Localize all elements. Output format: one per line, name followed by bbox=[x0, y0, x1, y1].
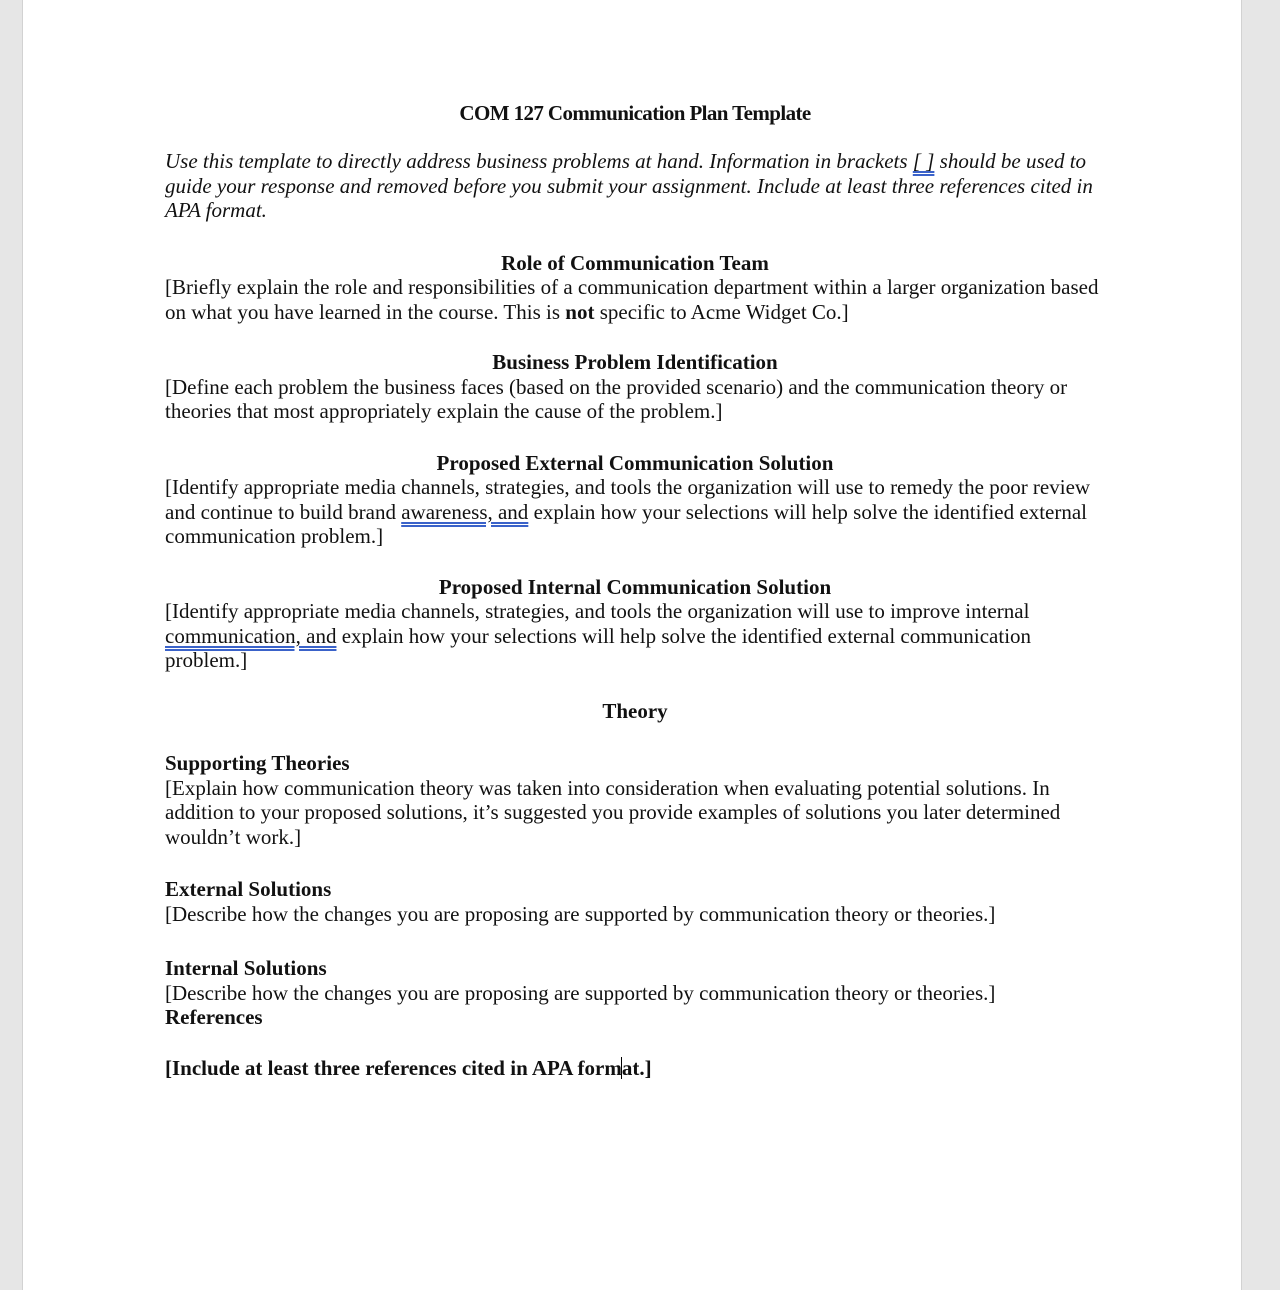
references-paragraph[interactable] bbox=[165, 1056, 1105, 1081]
heading-theory: Theory bbox=[602, 698, 668, 723]
internal-text-end: explain how your selections will help solve the identified external communication problem.] bbox=[165, 623, 1032, 672]
intro-text-start: Use this template to directly address business problems at hand. Information in brackets bbox=[165, 149, 913, 173]
heading-supporting-theories: Supporting Theories bbox=[165, 751, 350, 775]
role-paragraph bbox=[165, 275, 1105, 324]
document-page[interactable] bbox=[22, 0, 1242, 1290]
intro-text-end: should be used to guide your response and removed before you submit your assignment. Include at least three references cited in APA format. bbox=[165, 149, 1093, 222]
heading-internal-solution: Proposed Internal Communication Solution bbox=[438, 574, 832, 599]
role-text-start: [Briefly explain the role and responsibilities of a communication department within a larger organization based on what you have learned in the course. This is bbox=[165, 275, 1099, 324]
document-body[interactable] bbox=[165, 99, 1105, 1080]
intro-paragraph bbox=[165, 149, 1105, 223]
heading-external-solution: Proposed External Communication Solution bbox=[436, 450, 834, 475]
external-solutions-paragraph: [Describe how the changes you are proposing are supported by communication theory or theories.] bbox=[165, 901, 996, 926]
grammar-flag-awareness[interactable]: awareness, and bbox=[401, 499, 529, 524]
heading-internal-solutions: Internal Solutions bbox=[165, 956, 327, 980]
external-paragraph bbox=[165, 475, 1105, 549]
role-text-end: specific to Acme Widget Co.] bbox=[594, 299, 849, 324]
internal-paragraph bbox=[165, 599, 1105, 673]
heading-external-solutions: External Solutions bbox=[165, 877, 332, 901]
problem-paragraph: [Define each problem the business faces (based on the provided scenario) and the communication theory or theories that most appropriately explain the cause of the problem.] bbox=[165, 374, 1068, 423]
internal-solutions-paragraph: [Describe how the changes you are proposing are supported by communication theory or theories.] bbox=[165, 980, 996, 1005]
heading-role-of-communication-team: Role of Communication Team bbox=[501, 250, 769, 275]
document-title: COM 127 Communication Plan Template bbox=[459, 101, 811, 125]
grammar-flag-communication[interactable]: communication, and bbox=[165, 623, 337, 648]
references-text-start: [Include at least three references cited in APA form bbox=[165, 1055, 622, 1080]
supporting-paragraph: [Explain how communication theory was taken into consideration when evaluating potential solutions. In addition to your proposed solutions, it’s suggested you provide examples of solutions you later determined wouldn’t work.] bbox=[165, 775, 1061, 849]
external-text-start: [Identify appropriate media channels, strategies, and tools the organization will use to remedy the poor review and continue to build brand bbox=[165, 475, 1091, 524]
role-text-emphasis: not bbox=[565, 299, 595, 324]
external-text-end: explain how your selections will help solve the identified external communication problem.] bbox=[165, 499, 1087, 548]
references-text-end: at.] bbox=[621, 1055, 652, 1080]
heading-references: References bbox=[165, 1005, 263, 1029]
internal-text-start: [Identify appropriate media channels, strategies, and tools the organization will use to improve internal bbox=[165, 599, 1030, 623]
spelling-flag-brackets[interactable]: [ ] bbox=[912, 149, 935, 173]
heading-business-problem: Business Problem Identification bbox=[492, 350, 778, 374]
